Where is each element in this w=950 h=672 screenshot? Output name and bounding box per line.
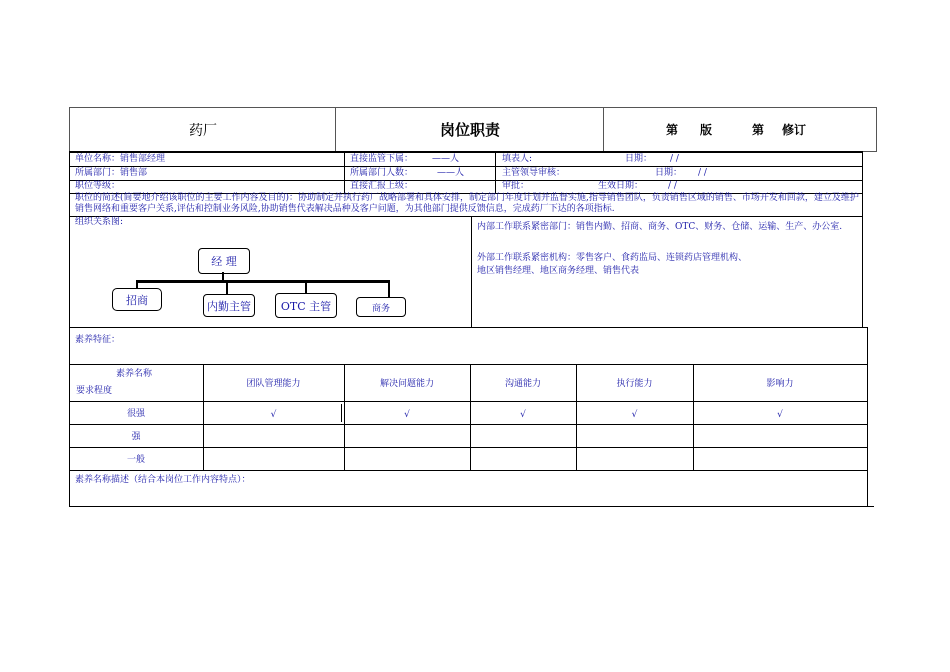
org-bottom-border <box>69 327 868 328</box>
row-divider <box>69 401 868 402</box>
level-average: 一般 <box>126 455 145 465</box>
row-divider <box>69 470 868 471</box>
filled-by-label: 填表人: <box>502 154 533 164</box>
org-node-otc: OTC 主管 <box>275 293 337 318</box>
direct-subordinates-value: ——人 <box>432 154 460 164</box>
column-header: 影响力 <box>766 379 794 389</box>
edition-label-b: 版 <box>700 123 713 137</box>
column-header: 沟通能力 <box>504 379 541 389</box>
department-headcount-value: ——人 <box>437 168 465 178</box>
direct-subordinates-label: 直接监管下属： <box>350 154 414 164</box>
col-divider <box>344 151 345 193</box>
department-headcount-label: 所属部门人数： <box>350 168 414 178</box>
approval-label: 审批： <box>502 181 530 191</box>
review-date-value: / / <box>698 168 707 178</box>
row-divider <box>69 364 868 365</box>
table-bottom-border <box>69 506 874 507</box>
org-node-manager: 经 理 <box>198 248 250 274</box>
row-divider <box>69 424 868 425</box>
edition-label-a: 第 <box>666 123 679 137</box>
edition-label-c: 第 <box>752 123 765 137</box>
row-divider <box>69 216 863 217</box>
corner-label-bottom: 要求程度 <box>76 386 113 396</box>
level-very-strong: 很强 <box>126 409 145 419</box>
org-node-commerce: 商务 <box>356 297 406 317</box>
unit-name: 单位名称：销售部经理 <box>75 154 166 164</box>
org-connector <box>226 281 228 294</box>
supervisor-review-label: 主管领导审核： <box>502 168 566 178</box>
check-mark: √ <box>631 410 638 420</box>
level-strong: 强 <box>131 432 141 442</box>
corner-label-top: 素养名称 <box>116 369 153 379</box>
department: 所属部门：销售部 <box>75 168 148 178</box>
external-contacts: 外部工作联系紧密机构：零售客户、食药监局、连锁药店管理机构、 <box>477 253 748 263</box>
row-divider <box>69 166 863 167</box>
org-connector-bar <box>136 280 390 283</box>
col-divider <box>495 151 496 193</box>
competency-description-label: 素养名称描述（结合本岗位工作内容特点）： <box>75 475 251 485</box>
org-connector <box>136 281 138 288</box>
document-title: 岗位职责 <box>439 121 500 139</box>
right-border <box>862 151 863 327</box>
check-mark: √ <box>270 410 277 420</box>
effective-date-label: 生效日期： <box>598 181 644 191</box>
header-edition-cell <box>603 107 877 152</box>
competency-right-border <box>867 327 868 507</box>
header-factory-cell <box>69 107 337 152</box>
header-title-cell <box>335 107 605 152</box>
row-divider <box>69 447 868 448</box>
column-header: 团队管理能力 <box>246 379 301 389</box>
edition-label-d: 修订 <box>782 123 807 137</box>
position-summary: 职位的简述(简要地介绍该职位的主要工作内容及目的)：协助制定并执行药厂战略部署和具体安排，制定部门年度计划并监督实施,指导销售团队，负责销售区域的销售、市场开发和回款，建立及维护销售网络和重要客户关系,评估和控制业务风险,协助销售代表解决品种及客户问题，为其他部门提供反馈信息，完成药厂下达的各项指标. <box>75 193 859 214</box>
date-label: 日期： <box>625 154 653 164</box>
position-grade: 职位等级： <box>75 181 121 191</box>
external-contacts-cont: 地区销售经理、地区商务经理、销售代表 <box>477 266 640 276</box>
info-top-border <box>69 151 863 153</box>
review-date-label: 日期： <box>655 168 683 178</box>
competency-label: 素养特征： <box>75 335 121 345</box>
internal-contacts: 内部工作联系紧密部门：销售内勤、招商、商务、OTC、财务、仓储、运输、生产、办公室. <box>477 222 843 232</box>
org-connector <box>305 281 307 293</box>
date-value: / / <box>670 154 679 164</box>
factory-name: 药厂 <box>189 122 217 139</box>
reports-to-label: 直接汇报上级： <box>350 181 414 191</box>
column-header: 执行能力 <box>616 379 653 389</box>
check-mark: √ <box>404 410 410 420</box>
check-mark: √ <box>520 410 526 420</box>
column-header: 解决问题能力 <box>379 379 434 389</box>
effective-date-value: / / <box>668 181 677 191</box>
org-node-investment: 招商 <box>112 288 162 311</box>
org-connector <box>388 281 390 297</box>
row-divider <box>69 180 863 181</box>
org-node-admin: 内勤主管 <box>203 294 255 317</box>
org-divider <box>471 217 472 327</box>
check-mark: √ <box>777 410 783 420</box>
org-chart-label: 组织关系图: <box>75 217 124 227</box>
